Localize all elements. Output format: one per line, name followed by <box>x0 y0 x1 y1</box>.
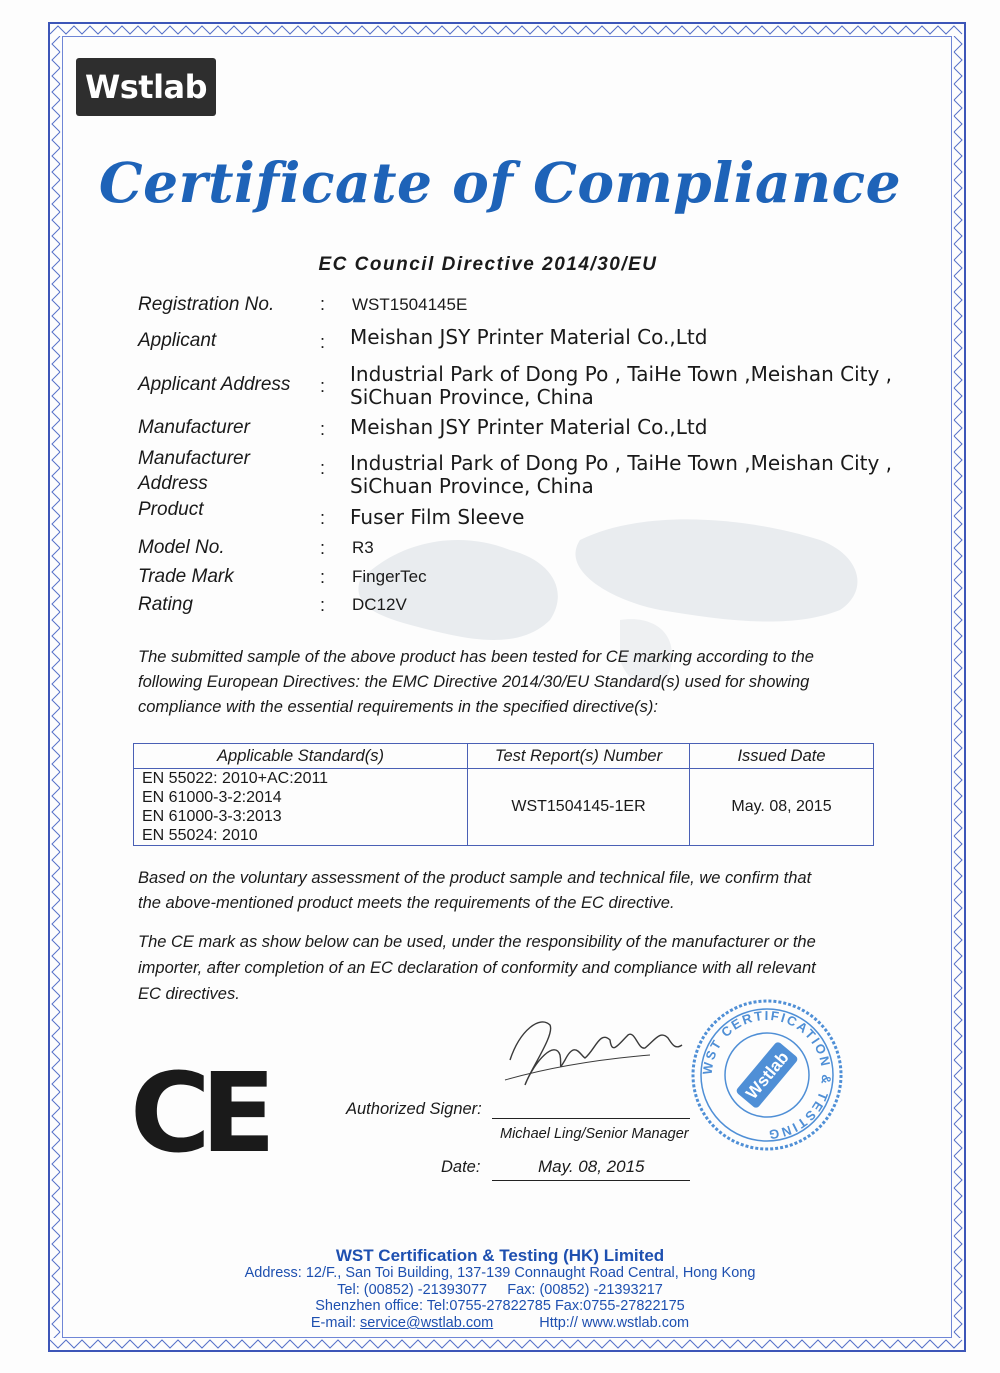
colon: : <box>320 294 326 314</box>
manufacturer-address-line2: SiChuan Province, China <box>350 474 594 498</box>
trade-mark-label: Trade Mark <box>138 566 234 587</box>
standards-cell <box>134 769 468 846</box>
footer-company: WST Certification & Testing (HK) Limited <box>335 1246 665 1265</box>
rating-value: DC12V <box>352 595 407 614</box>
applicant-value: Meishan JSY Printer Material Co.,Ltd <box>350 325 708 349</box>
colon: : <box>320 508 326 528</box>
trade-mark-value: FingerTec <box>352 567 427 586</box>
product-value: Fuser Film Sleeve <box>350 505 525 529</box>
bottom-border-pattern <box>50 1338 964 1350</box>
date-label: Date: <box>441 1158 481 1176</box>
manufacturer-address-line1: Industrial Park of Dong Po , TaiHe Town ,Meishan City , <box>350 451 893 475</box>
logo-text: Wstlab <box>84 68 208 106</box>
colon: : <box>320 567 326 587</box>
certification-stamp <box>690 998 845 1153</box>
standard-item: EN 55022: 2010+AC:2011 <box>142 770 329 787</box>
colon: : <box>320 419 326 439</box>
authorized-signer-label: Authorized Signer: <box>346 1100 482 1118</box>
issued-date-cell: May. 08, 2015 <box>690 769 874 846</box>
applicant-address-line1: Industrial Park of Dong Po , TaiHe Town ,Meishan City , <box>350 362 893 386</box>
product-label: Product <box>138 499 204 520</box>
email-link[interactable]: service@wstlab.com <box>360 1315 494 1331</box>
signer-name: Michael Ling/Senior Manager <box>500 1126 689 1142</box>
rating-label: Rating <box>138 594 193 615</box>
applicant-label: Applicant <box>138 330 217 351</box>
right-border-pattern <box>952 36 964 1338</box>
applicant-address-line2: SiChuan Province, China <box>350 385 594 409</box>
footer-address: Address: 12/F., San Toi Building, 137-139 Connaught Road Central, Hong Kong <box>244 1265 756 1281</box>
certificate-title: Certificate of Compliance <box>98 150 902 215</box>
footer-contact <box>0 1315 1000 1331</box>
intro-line: The submitted sample of the above product has been tested for CE marking according to the <box>138 648 814 666</box>
signature-scribble <box>500 1000 685 1095</box>
intro-paragraph <box>138 645 878 720</box>
email-label: E-mail: <box>310 1315 361 1331</box>
colon: : <box>320 538 326 558</box>
colon: : <box>320 595 326 615</box>
manufacturer-label: Manufacturer <box>138 417 250 438</box>
intro-line: following European Directives: the EMC Directive 2014/30/EU Standard(s) used for showing <box>138 673 810 691</box>
table-header: Test Report(s) Number <box>468 744 690 769</box>
left-border-pattern <box>50 36 62 1338</box>
intro-line: compliance with the essential requirements in the specified directive(s): <box>138 698 658 716</box>
model-value: R3 <box>352 538 374 557</box>
report-number-cell: WST1504145-1ER <box>468 769 690 846</box>
website-link[interactable]: Http:// www.wstlab.com <box>539 1315 690 1331</box>
table-header: Issued Date <box>690 744 874 769</box>
ce-paragraph <box>138 929 878 1007</box>
date-value: May. 08, 2015 <box>538 1157 645 1176</box>
signer-line <box>492 1118 690 1119</box>
ce-mark: CE <box>130 1049 266 1177</box>
registration-label: Registration No. <box>138 294 275 315</box>
footer-shenzhen: Shenzhen office: Tel:0755-27822785 Fax:0755-27822175 <box>315 1298 685 1314</box>
standard-item: EN 55024: 2010 <box>142 827 258 844</box>
directive-heading: EC Council Directive 2014/30/EU <box>318 254 658 275</box>
table-header: Applicable Standard(s) <box>134 744 468 769</box>
stamp-center-text: Wstlab <box>742 1047 793 1103</box>
standards-table <box>133 743 874 846</box>
ce-line: importer, after completion of an EC declaration of conformity and compliance with all relevant <box>138 959 816 977</box>
stamp-ring-text: WST CERTIFICATION & TESTING <box>699 1007 835 1143</box>
standard-item: EN 61000-3-3:2013 <box>142 808 282 825</box>
ce-line: The CE mark as show below can be used, under the responsibility of the manufacturer or the <box>138 933 816 951</box>
date-line <box>492 1180 690 1181</box>
ce-line: EC directives. <box>138 985 240 1003</box>
manufacturer-address-label-2: Address <box>138 473 208 494</box>
registration-value: WST1504145E <box>352 295 468 314</box>
manufacturer-value: Meishan JSY Printer Material Co.,Ltd <box>350 415 708 439</box>
manufacturer-address-label: Manufacturer <box>138 448 250 469</box>
standard-item: EN 61000-3-2:2014 <box>142 789 282 806</box>
top-border-pattern <box>50 24 964 36</box>
assessment-line: the above-mentioned product meets the requirements of the EC directive. <box>138 894 675 912</box>
wstlab-logo <box>76 58 216 116</box>
applicant-address-label: Applicant Address <box>138 374 291 395</box>
footer-tel: Tel: (00852) -21393077 Fax: (00852) -21393217 <box>337 1282 663 1298</box>
model-label: Model No. <box>138 537 225 558</box>
assessment-line: Based on the voluntary assessment of the product sample and technical file, we confirm that <box>138 869 812 887</box>
assessment-paragraph <box>138 866 878 916</box>
colon: : <box>320 376 326 396</box>
colon: : <box>320 458 326 478</box>
colon: : <box>320 332 326 352</box>
